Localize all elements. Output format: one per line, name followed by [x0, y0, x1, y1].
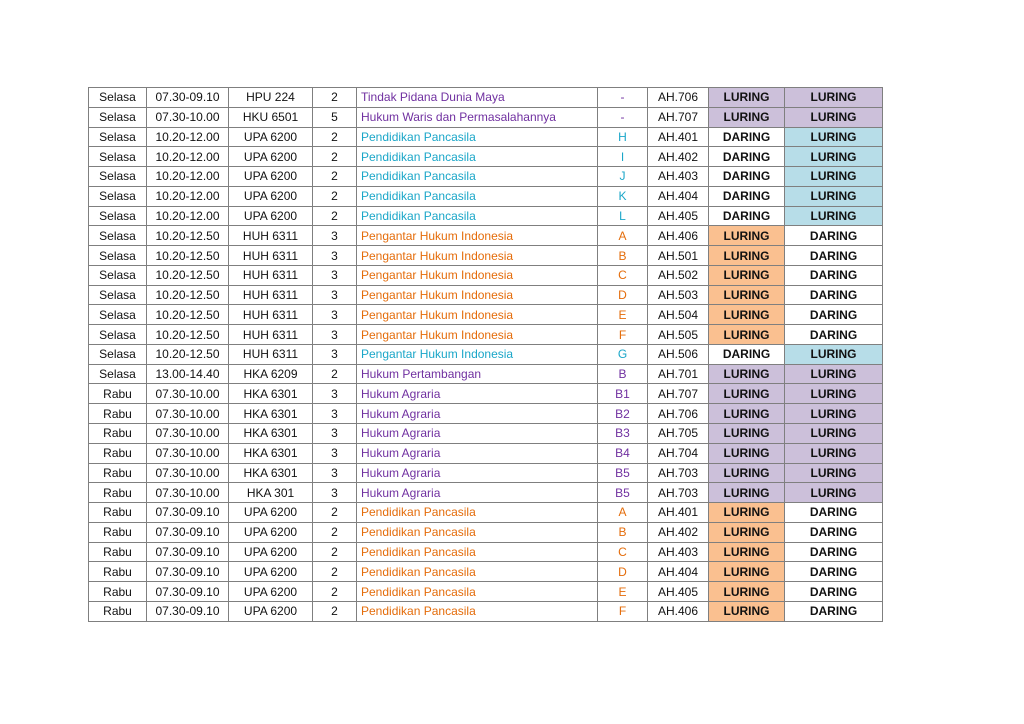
course-code-cell: HUH 6311: [229, 285, 313, 305]
day-cell: Selasa: [89, 305, 147, 325]
course-name-cell: Pendidikan Pancasila: [357, 562, 598, 582]
mode-1-cell: LURING: [709, 601, 785, 621]
course-name-cell: Pengantar Hukum Indonesia: [357, 246, 598, 266]
credits-cell: 2: [313, 186, 357, 206]
day-cell: Rabu: [89, 404, 147, 424]
day-cell: Selasa: [89, 265, 147, 285]
table-row: [89, 562, 883, 582]
class-cell: F: [598, 601, 648, 621]
mode-2-cell: DARING: [785, 503, 883, 523]
course-code-cell: HKU 6501: [229, 107, 313, 127]
day-cell: Rabu: [89, 503, 147, 523]
course-name-cell: Pendidikan Pancasila: [357, 147, 598, 167]
table-row: [89, 522, 883, 542]
class-cell: J: [598, 167, 648, 187]
class-cell: B3: [598, 424, 648, 444]
mode-1-cell: LURING: [709, 582, 785, 602]
mode-1-cell: LURING: [709, 424, 785, 444]
table-row: [89, 246, 883, 266]
mode-2-cell: LURING: [785, 88, 883, 108]
table-row: [89, 226, 883, 246]
course-name-cell: Pengantar Hukum Indonesia: [357, 344, 598, 364]
mode-2-cell: LURING: [785, 384, 883, 404]
table-row: [89, 424, 883, 444]
credits-cell: 5: [313, 107, 357, 127]
day-cell: Selasa: [89, 88, 147, 108]
table-row: [89, 443, 883, 463]
table-row: [89, 167, 883, 187]
time-cell: 10.20-12.00: [147, 127, 229, 147]
mode-1-cell: LURING: [709, 226, 785, 246]
course-code-cell: HUH 6311: [229, 325, 313, 345]
table-row: [89, 601, 883, 621]
mode-1-cell: LURING: [709, 522, 785, 542]
mode-1-cell: LURING: [709, 443, 785, 463]
class-cell: B5: [598, 463, 648, 483]
course-code-cell: UPA 6200: [229, 562, 313, 582]
credits-cell: 2: [313, 542, 357, 562]
room-cell: AH.704: [648, 443, 709, 463]
course-code-cell: HKA 6301: [229, 463, 313, 483]
schedule-table: [88, 87, 883, 622]
time-cell: 10.20-12.50: [147, 285, 229, 305]
mode-1-cell: LURING: [709, 285, 785, 305]
day-cell: Selasa: [89, 246, 147, 266]
class-cell: H: [598, 127, 648, 147]
course-code-cell: HUH 6311: [229, 344, 313, 364]
table-row: [89, 186, 883, 206]
room-cell: AH.405: [648, 206, 709, 226]
credits-cell: 2: [313, 582, 357, 602]
mode-2-cell: DARING: [785, 305, 883, 325]
class-cell: E: [598, 582, 648, 602]
time-cell: 10.20-12.50: [147, 246, 229, 266]
time-cell: 10.20-12.50: [147, 325, 229, 345]
time-cell: 07.30-10.00: [147, 384, 229, 404]
course-code-cell: UPA 6200: [229, 542, 313, 562]
mode-2-cell: LURING: [785, 107, 883, 127]
room-cell: AH.401: [648, 127, 709, 147]
table-row: [89, 503, 883, 523]
course-code-cell: HKA 6301: [229, 424, 313, 444]
mode-1-cell: LURING: [709, 562, 785, 582]
class-cell: E: [598, 305, 648, 325]
room-cell: AH.703: [648, 483, 709, 503]
course-code-cell: HKA 6301: [229, 384, 313, 404]
mode-1-cell: LURING: [709, 404, 785, 424]
table-row: [89, 364, 883, 384]
course-name-cell: Pendidikan Pancasila: [357, 582, 598, 602]
class-cell: B2: [598, 404, 648, 424]
room-cell: AH.707: [648, 107, 709, 127]
room-cell: AH.705: [648, 424, 709, 444]
room-cell: AH.406: [648, 601, 709, 621]
course-name-cell: Hukum Waris dan Permasalahannya: [357, 107, 598, 127]
class-cell: L: [598, 206, 648, 226]
course-name-cell: Hukum Agraria: [357, 443, 598, 463]
class-cell: D: [598, 285, 648, 305]
mode-1-cell: LURING: [709, 305, 785, 325]
mode-2-cell: DARING: [785, 226, 883, 246]
room-cell: AH.506: [648, 344, 709, 364]
mode-2-cell: DARING: [785, 265, 883, 285]
course-code-cell: HKA 6301: [229, 404, 313, 424]
time-cell: 07.30-09.10: [147, 601, 229, 621]
course-name-cell: Hukum Agraria: [357, 483, 598, 503]
mode-2-cell: LURING: [785, 167, 883, 187]
time-cell: 10.20-12.00: [147, 167, 229, 187]
class-cell: -: [598, 107, 648, 127]
credits-cell: 2: [313, 562, 357, 582]
course-name-cell: Pengantar Hukum Indonesia: [357, 325, 598, 345]
day-cell: Rabu: [89, 443, 147, 463]
course-name-cell: Pengantar Hukum Indonesia: [357, 226, 598, 246]
course-name-cell: Tindak Pidana Dunia Maya: [357, 88, 598, 108]
room-cell: AH.404: [648, 186, 709, 206]
mode-2-cell: LURING: [785, 443, 883, 463]
room-cell: AH.706: [648, 404, 709, 424]
course-code-cell: UPA 6200: [229, 601, 313, 621]
class-cell: A: [598, 503, 648, 523]
class-cell: F: [598, 325, 648, 345]
time-cell: 10.20-12.50: [147, 305, 229, 325]
credits-cell: 3: [313, 344, 357, 364]
class-cell: D: [598, 562, 648, 582]
class-cell: C: [598, 265, 648, 285]
day-cell: Selasa: [89, 285, 147, 305]
course-code-cell: UPA 6200: [229, 206, 313, 226]
schedule-rows: [89, 88, 883, 622]
table-row: [89, 344, 883, 364]
table-row: [89, 384, 883, 404]
course-code-cell: HPU 224: [229, 88, 313, 108]
class-cell: K: [598, 186, 648, 206]
credits-cell: 3: [313, 463, 357, 483]
class-cell: I: [598, 147, 648, 167]
mode-1-cell: LURING: [709, 265, 785, 285]
time-cell: 07.30-10.00: [147, 483, 229, 503]
course-code-cell: HUH 6311: [229, 305, 313, 325]
mode-2-cell: LURING: [785, 186, 883, 206]
course-code-cell: UPA 6200: [229, 127, 313, 147]
table-row: [89, 582, 883, 602]
course-code-cell: HUH 6311: [229, 265, 313, 285]
day-cell: Rabu: [89, 601, 147, 621]
course-code-cell: UPA 6200: [229, 503, 313, 523]
time-cell: 10.20-12.00: [147, 147, 229, 167]
time-cell: 07.30-10.00: [147, 404, 229, 424]
class-cell: B: [598, 246, 648, 266]
mode-1-cell: LURING: [709, 503, 785, 523]
mode-2-cell: DARING: [785, 285, 883, 305]
day-cell: Rabu: [89, 483, 147, 503]
day-cell: Selasa: [89, 167, 147, 187]
table-row: [89, 325, 883, 345]
day-cell: Rabu: [89, 384, 147, 404]
credits-cell: 2: [313, 127, 357, 147]
credits-cell: 3: [313, 483, 357, 503]
table-row: [89, 404, 883, 424]
mode-2-cell: LURING: [785, 483, 883, 503]
room-cell: AH.504: [648, 305, 709, 325]
time-cell: 10.20-12.00: [147, 206, 229, 226]
credits-cell: 2: [313, 601, 357, 621]
table-row: [89, 127, 883, 147]
credits-cell: 3: [313, 226, 357, 246]
course-name-cell: Pendidikan Pancasila: [357, 186, 598, 206]
course-code-cell: UPA 6200: [229, 186, 313, 206]
time-cell: 07.30-10.00: [147, 107, 229, 127]
mode-1-cell: DARING: [709, 186, 785, 206]
room-cell: AH.703: [648, 463, 709, 483]
mode-2-cell: DARING: [785, 522, 883, 542]
room-cell: AH.404: [648, 562, 709, 582]
mode-2-cell: DARING: [785, 542, 883, 562]
class-cell: C: [598, 542, 648, 562]
mode-2-cell: DARING: [785, 246, 883, 266]
time-cell: 07.30-09.10: [147, 503, 229, 523]
credits-cell: 2: [313, 167, 357, 187]
mode-1-cell: LURING: [709, 325, 785, 345]
course-name-cell: Pengantar Hukum Indonesia: [357, 285, 598, 305]
mode-2-cell: DARING: [785, 601, 883, 621]
mode-1-cell: DARING: [709, 147, 785, 167]
time-cell: 07.30-10.00: [147, 424, 229, 444]
credits-cell: 3: [313, 325, 357, 345]
room-cell: AH.707: [648, 384, 709, 404]
room-cell: AH.502: [648, 265, 709, 285]
day-cell: Selasa: [89, 186, 147, 206]
mode-2-cell: LURING: [785, 147, 883, 167]
table-row: [89, 305, 883, 325]
course-code-cell: HKA 6301: [229, 443, 313, 463]
table-row: [89, 88, 883, 108]
room-cell: AH.406: [648, 226, 709, 246]
room-cell: AH.402: [648, 147, 709, 167]
course-name-cell: Hukum Agraria: [357, 424, 598, 444]
class-cell: -: [598, 88, 648, 108]
class-cell: A: [598, 226, 648, 246]
class-cell: B5: [598, 483, 648, 503]
credits-cell: 2: [313, 503, 357, 523]
table-row: [89, 483, 883, 503]
course-code-cell: UPA 6200: [229, 522, 313, 542]
mode-1-cell: LURING: [709, 463, 785, 483]
course-name-cell: Pendidikan Pancasila: [357, 601, 598, 621]
course-name-cell: Pendidikan Pancasila: [357, 522, 598, 542]
table-row: [89, 285, 883, 305]
table-row: [89, 265, 883, 285]
course-code-cell: HUH 6311: [229, 226, 313, 246]
room-cell: AH.403: [648, 167, 709, 187]
time-cell: 07.30-09.10: [147, 582, 229, 602]
course-name-cell: Hukum Pertambangan: [357, 364, 598, 384]
mode-2-cell: LURING: [785, 127, 883, 147]
course-code-cell: HUH 6311: [229, 246, 313, 266]
day-cell: Rabu: [89, 562, 147, 582]
room-cell: AH.405: [648, 582, 709, 602]
mode-1-cell: LURING: [709, 246, 785, 266]
time-cell: 07.30-10.00: [147, 463, 229, 483]
day-cell: Rabu: [89, 542, 147, 562]
class-cell: B4: [598, 443, 648, 463]
day-cell: Selasa: [89, 364, 147, 384]
time-cell: 10.20-12.00: [147, 186, 229, 206]
room-cell: AH.706: [648, 88, 709, 108]
credits-cell: 3: [313, 265, 357, 285]
mode-1-cell: LURING: [709, 483, 785, 503]
class-cell: B: [598, 522, 648, 542]
course-name-cell: Pendidikan Pancasila: [357, 542, 598, 562]
credits-cell: 3: [313, 246, 357, 266]
course-name-cell: Hukum Agraria: [357, 404, 598, 424]
mode-1-cell: LURING: [709, 364, 785, 384]
credits-cell: 2: [313, 522, 357, 542]
course-code-cell: HKA 301: [229, 483, 313, 503]
room-cell: AH.401: [648, 503, 709, 523]
credits-cell: 3: [313, 404, 357, 424]
day-cell: Rabu: [89, 463, 147, 483]
mode-2-cell: LURING: [785, 206, 883, 226]
time-cell: 10.20-12.50: [147, 344, 229, 364]
course-code-cell: UPA 6200: [229, 167, 313, 187]
time-cell: 10.20-12.50: [147, 226, 229, 246]
course-name-cell: Pengantar Hukum Indonesia: [357, 305, 598, 325]
course-name-cell: Pendidikan Pancasila: [357, 503, 598, 523]
mode-2-cell: LURING: [785, 404, 883, 424]
mode-1-cell: LURING: [709, 542, 785, 562]
mode-1-cell: DARING: [709, 167, 785, 187]
course-code-cell: UPA 6200: [229, 582, 313, 602]
course-name-cell: Hukum Agraria: [357, 463, 598, 483]
credits-cell: 3: [313, 285, 357, 305]
mode-1-cell: DARING: [709, 206, 785, 226]
day-cell: Selasa: [89, 206, 147, 226]
table-row: [89, 147, 883, 167]
room-cell: AH.402: [648, 522, 709, 542]
room-cell: AH.503: [648, 285, 709, 305]
credits-cell: 3: [313, 384, 357, 404]
course-name-cell: Pengantar Hukum Indonesia: [357, 265, 598, 285]
mode-2-cell: LURING: [785, 424, 883, 444]
mode-1-cell: LURING: [709, 384, 785, 404]
time-cell: 10.20-12.50: [147, 265, 229, 285]
room-cell: AH.701: [648, 364, 709, 384]
class-cell: B: [598, 364, 648, 384]
time-cell: 13.00-14.40: [147, 364, 229, 384]
credits-cell: 2: [313, 147, 357, 167]
room-cell: AH.505: [648, 325, 709, 345]
table-row: [89, 107, 883, 127]
mode-1-cell: LURING: [709, 88, 785, 108]
time-cell: 07.30-10.00: [147, 443, 229, 463]
day-cell: Rabu: [89, 582, 147, 602]
mode-2-cell: DARING: [785, 582, 883, 602]
day-cell: Selasa: [89, 226, 147, 246]
course-name-cell: Hukum Agraria: [357, 384, 598, 404]
day-cell: Selasa: [89, 325, 147, 345]
course-code-cell: UPA 6200: [229, 147, 313, 167]
mode-2-cell: DARING: [785, 325, 883, 345]
credits-cell: 2: [313, 364, 357, 384]
mode-1-cell: DARING: [709, 344, 785, 364]
mode-2-cell: LURING: [785, 344, 883, 364]
credits-cell: 3: [313, 305, 357, 325]
day-cell: Rabu: [89, 522, 147, 542]
class-cell: B1: [598, 384, 648, 404]
credits-cell: 3: [313, 443, 357, 463]
mode-1-cell: LURING: [709, 107, 785, 127]
credits-cell: 2: [313, 88, 357, 108]
mode-2-cell: LURING: [785, 463, 883, 483]
room-cell: AH.403: [648, 542, 709, 562]
credits-cell: 2: [313, 206, 357, 226]
class-cell: G: [598, 344, 648, 364]
table-row: [89, 542, 883, 562]
course-code-cell: HKA 6209: [229, 364, 313, 384]
day-cell: Rabu: [89, 424, 147, 444]
mode-1-cell: DARING: [709, 127, 785, 147]
day-cell: Selasa: [89, 107, 147, 127]
room-cell: AH.501: [648, 246, 709, 266]
day-cell: Selasa: [89, 344, 147, 364]
time-cell: 07.30-09.10: [147, 542, 229, 562]
course-name-cell: Pendidikan Pancasila: [357, 127, 598, 147]
credits-cell: 3: [313, 424, 357, 444]
course-name-cell: Pendidikan Pancasila: [357, 206, 598, 226]
table-row: [89, 463, 883, 483]
day-cell: Selasa: [89, 147, 147, 167]
time-cell: 07.30-09.10: [147, 562, 229, 582]
mode-2-cell: DARING: [785, 562, 883, 582]
table-row: [89, 206, 883, 226]
course-name-cell: Pendidikan Pancasila: [357, 167, 598, 187]
day-cell: Selasa: [89, 127, 147, 147]
mode-2-cell: LURING: [785, 364, 883, 384]
time-cell: 07.30-09.10: [147, 522, 229, 542]
time-cell: 07.30-09.10: [147, 88, 229, 108]
